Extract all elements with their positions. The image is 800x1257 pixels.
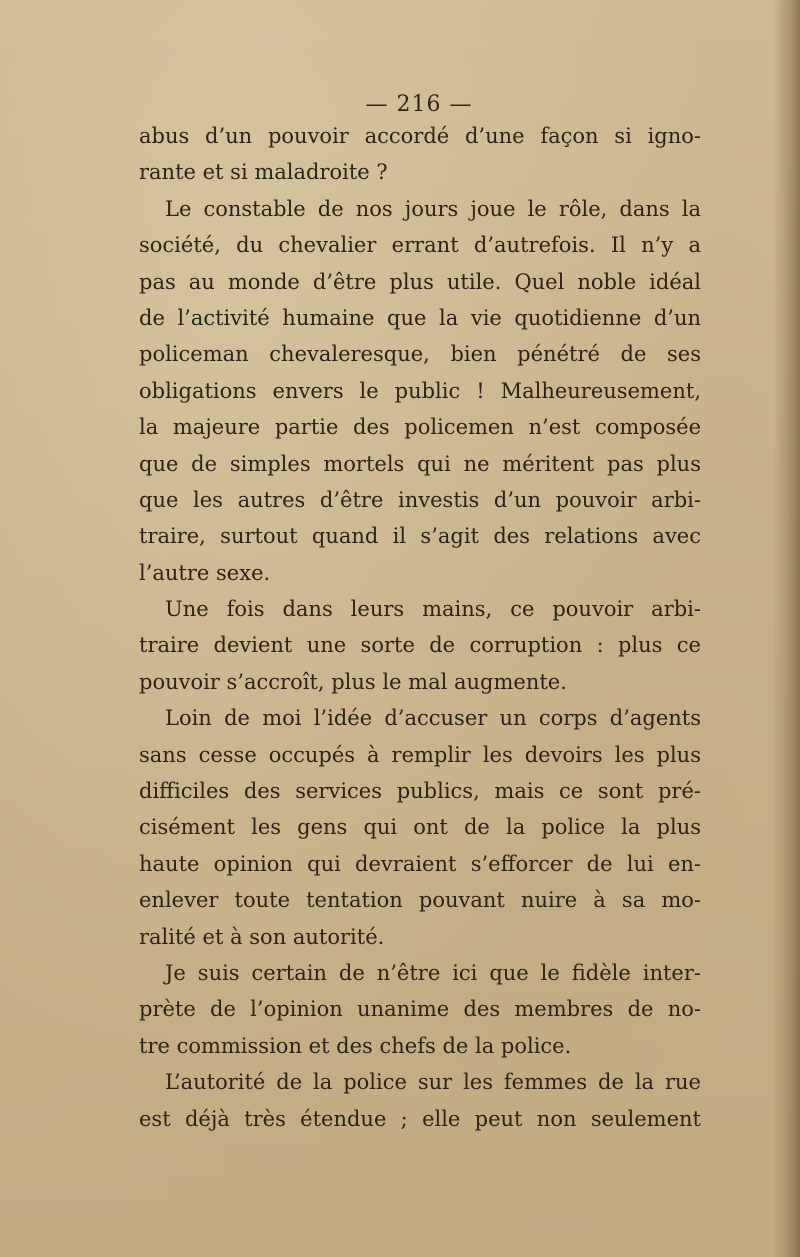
- text-line: enlever toute tentation pouvant nuire à sa mo-: [139, 888, 701, 913]
- text-line: cisément les gens qui ont de la police la plus: [139, 815, 701, 840]
- text-line: pas au monde d’être plus utile. Quel noble idéal: [139, 269, 701, 294]
- text-line: Le constable de nos jours joue le rôle, dans la: [165, 196, 701, 221]
- text-line: ralité et à son autorité.: [139, 924, 385, 949]
- text-line: traire, surtout quand il s’agit des relations avec: [139, 524, 701, 549]
- text-line: Je suis certain de n’être ici que le fidèle inter-: [165, 960, 701, 985]
- text-line: de l’activité humaine que la vie quotidienne d’un: [139, 305, 701, 330]
- text-line: la majeure partie des policemen n’est composée: [139, 415, 701, 440]
- text-line: sans cesse occupés à remplir les devoirs les plus: [139, 742, 701, 767]
- text-line: difficiles des services publics, mais ce sont pré-: [139, 779, 701, 804]
- page-edge-shadow: [772, 0, 800, 1257]
- text-line: haute opinion qui devraient s’efforcer de lui en-: [139, 851, 701, 876]
- text-line: que les autres d’être investis d’un pouvoir arbi-: [139, 487, 701, 512]
- text-line: prète de l’opinion unanime des membres de no-: [139, 997, 701, 1022]
- text-line: pouvoir s’accroît, plus le mal augmente.: [139, 669, 567, 694]
- text-line: abus d’un pouvoir accordé d’une façon si igno-: [139, 124, 701, 148]
- text-line: L’autorité de la police sur les femmes de la rue: [165, 1070, 701, 1095]
- text-line: société, du chevalier errant d’autrefois. Il n’y a: [139, 233, 701, 258]
- text-line: est déjà très étendue ; elle peut non seulement: [139, 1106, 701, 1131]
- text-line: tre commission et des chefs de la police.: [139, 1033, 572, 1058]
- text-line: que de simples mortels qui ne méritent pas plus: [139, 451, 701, 476]
- page-number: — 216 —: [365, 92, 473, 117]
- text-line: rante et si maladroite ?: [139, 160, 388, 185]
- text-line: obligations envers le public ! Malheureusement,: [139, 378, 701, 403]
- text-line: traire devient une sorte de corruption : plus ce: [139, 633, 701, 658]
- text-line: Une fois dans leurs mains, ce pouvoir arbi-: [165, 597, 701, 622]
- text-line: policeman chevaleresque, bien pénétré de ses: [139, 342, 701, 367]
- text-line: Loin de moi l’idée d’accuser un corps d’agents: [165, 706, 701, 731]
- text-line: l’autre sexe.: [139, 560, 271, 585]
- body-text: [139, 118, 701, 1137]
